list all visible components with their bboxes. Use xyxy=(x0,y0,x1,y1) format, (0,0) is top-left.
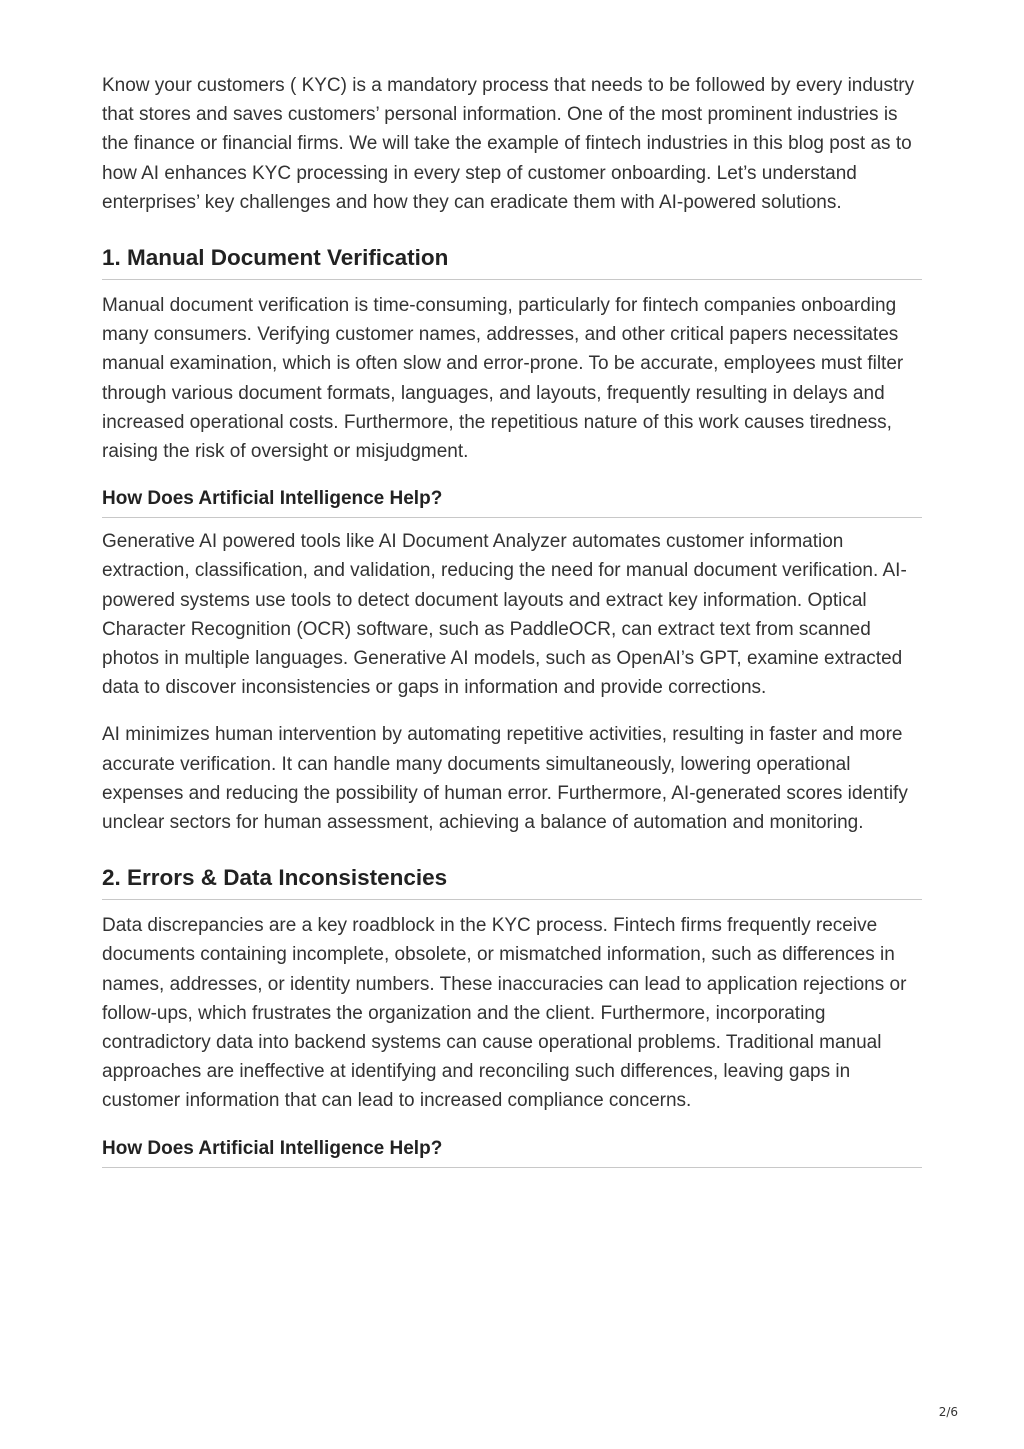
subheading-ai-help: How Does Artificial Intelligence Help? xyxy=(102,1137,443,1159)
section-divider xyxy=(102,899,922,900)
section-paragraph: Data discrepancies are a key roadblock in the KYC process. Fintech firms frequently receive documents containing incomplete, obsolete, or mismatched information, such as differences in names, addresses, or identity numbers. These inaccuracies can lead to application rejections or follow-ups, which frustrates the organization and the client. Furthermore, incorporating contradictory data into backend systems can cause operational problems. Traditional manual approaches are ineffective at identifying and reconciling such differences, leaving gaps in customer information that can lead to increased compliance concerns. xyxy=(102,915,907,1112)
article-body xyxy=(102,71,922,1168)
subheading-divider xyxy=(102,1167,922,1168)
ai-help-paragraph: AI minimizes human intervention by automating repetitive activities, resulting in faster and more accurate verification. It can handle many documents simultaneously, lowering operational expenses and reducing the possibility of human error. Furthermore, AI-generated scores identify unclear sectors for human assessment, achieving a balance of automation and monitoring. xyxy=(102,724,908,834)
intro-paragraph: Know your customers ( KYC) is a mandatory process that needs to be followed by every industry that stores and saves customers’ personal information. One of the most prominent industries is the finance or financial firms. We will take the example of fintech industries in this blog post as to how AI enhances KYC processing in every step of customer onboarding. Let’s understand enterprises’ key challenges and how they can eradicate them with AI-powered solutions. xyxy=(102,75,915,213)
ai-help-paragraph: Generative AI powered tools like AI Document Analyzer automates customer information extraction, classification, and validation, reducing the need for manual document verification. AI-powered systems use tools to detect document layouts and extract key information. Optical Character Recognition (OCR) software, such as PaddleOCR, can extract text from scanned photos in multiple languages. Generative AI models, such as OpenAI’s GPT, examine extracted data to discover inconsistencies or gaps in information and provide corrections. xyxy=(102,531,907,699)
page-number: 2/6 xyxy=(938,1405,958,1419)
subheading-divider xyxy=(102,517,922,518)
subheading-ai-help: How Does Artificial Intelligence Help? xyxy=(102,488,443,510)
section-divider xyxy=(102,279,922,280)
section-heading-manual-document-verification: 1. Manual Document Verification xyxy=(102,245,449,271)
section-paragraph: Manual document verification is time-consuming, particularly for fintech companies onboarding many consumers. Verifying customer names, addresses, and other critical papers necessitates manual examination, which is often slow and error-prone. To be accurate, employees must filter through various document formats, languages, and layouts, frequently resulting in delays and increased operational costs. Furthermore, the repetitious nature of this work causes tiredness, raising the risk of oversight or misjudgment. xyxy=(102,295,904,463)
section-heading-errors-data-inconsistencies: 2. Errors & Data Inconsistencies xyxy=(102,865,448,891)
